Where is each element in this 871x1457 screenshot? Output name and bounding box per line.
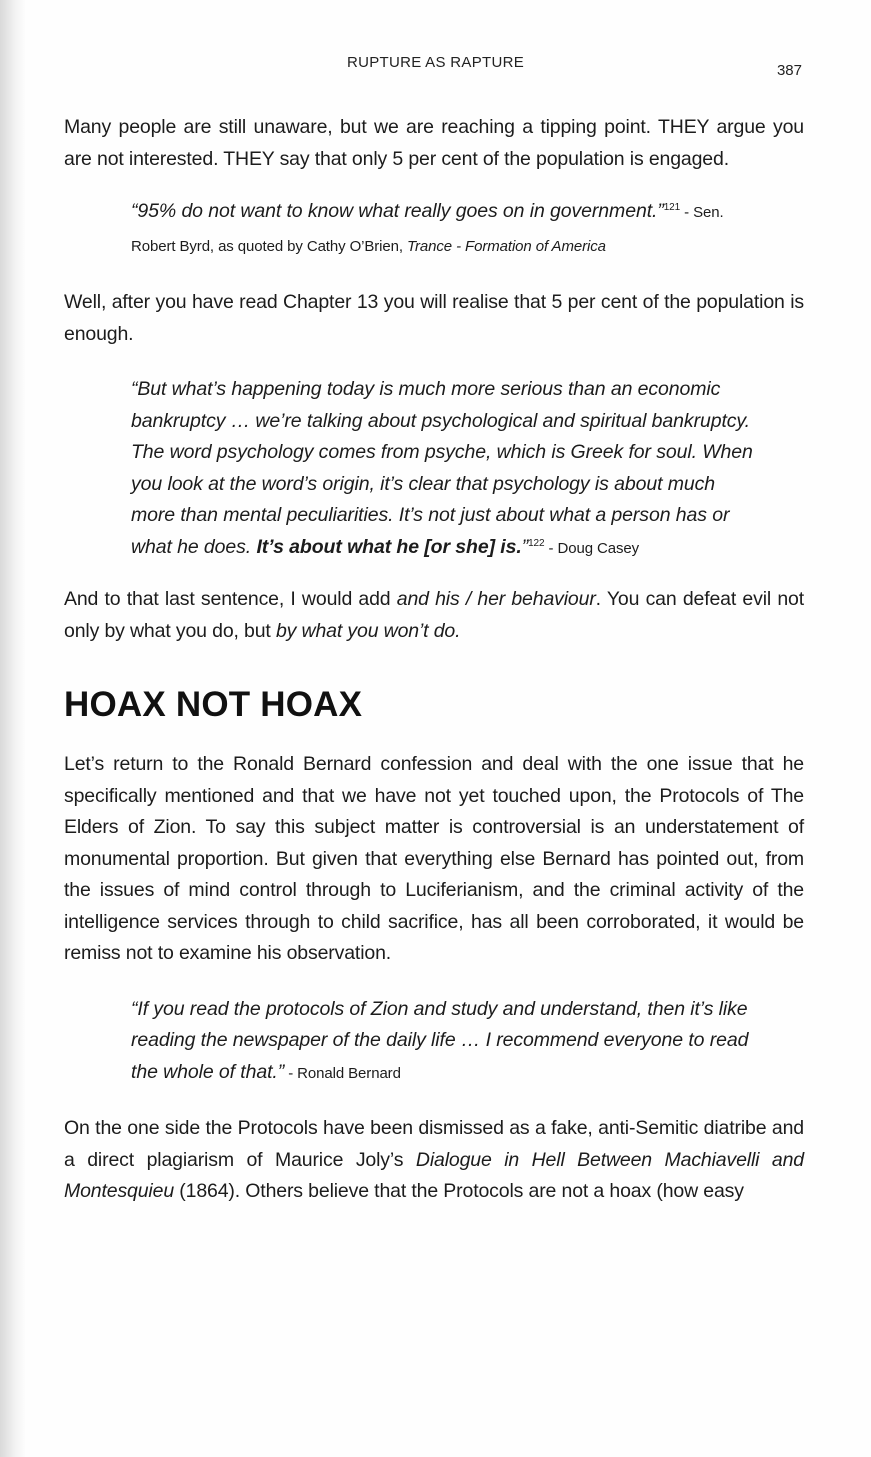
text-run: On the one side the Protocols have been dismissed as a fake, anti-Semitic diatribe and a direct plagiarism of Maurice Joly’s: [64, 1117, 804, 1171]
paragraph-tipping-point: Many people are still unaware, but we are reaching a tipping point. THEY argue you are not interested. THEY say that only 5 per cent of the population is engaged.: [64, 116, 804, 170]
quote-source-title: Trance - Formation of America: [407, 238, 606, 255]
running-head: RUPTURE AS RAPTURE: [346, 54, 525, 71]
paragraph-chapter-13: Well, after you have read Chapter 13 you will realise that 5 per cent of the population is enough.: [64, 291, 804, 345]
quote-text: “If you read the protocols of Zion and study and understand, then it’s like reading the newspaper of the daily life … I recommend everyone to read the whole of that.”: [131, 997, 749, 1083]
quote-text: “But what’s happening today is much more serious than an economic bankruptcy … we’re talking about psychological and spiritual bankruptcy. The word psychology comes from psyche, which is Greek for soul. When you look at the word’s origin, it’s clear that psychology is about much more than mental peculiarities. It’s not just about what a person has or what he does.: [131, 378, 753, 558]
footnote-ref: 121: [663, 202, 681, 213]
paragraph-defeat-evil: [64, 584, 804, 647]
paragraph-ronald-bernard: Let’s return to the Ronald Bernard confession and deal with the one issue that he specifically mentioned and that we have not yet touched upon, the Protocols of The Elders of Zion. To say this subject matter is controversial is an understatement of monumental proportion. But given that everything else Bernard has pointed out, from the issues of mind control through to Luciferianism, and the criminal activity of the intelligence services through to child sacrifice, has all been corroborated, it would be remiss not to examine his observation.: [64, 753, 804, 964]
quote-robert-byrd: [131, 195, 761, 263]
text-run: . You can defeat evil not only by what you do, but: [64, 588, 804, 642]
quote-doug-casey: [131, 374, 761, 564]
text-run-italic: and his / her behaviour: [396, 588, 596, 610]
quote-attribution: - Doug Casey: [544, 539, 640, 557]
section-heading: HOAX NOT HOAX: [64, 685, 363, 724]
footnote-ref: 122: [528, 537, 545, 549]
quote-ronald-bernard: [131, 994, 761, 1090]
text-run-italic: by what you won’t do.: [275, 619, 461, 642]
quote-attribution: - Sen. Robert Byrd, as quoted by Cathy O’Brien,: [131, 204, 724, 255]
text-run: And to that last sentence, I would add: [64, 588, 397, 610]
text-run-italic: Dialogue in Hell Between Machiavelli and Montesquieu: [64, 1148, 804, 1202]
quote-text: “95% do not want to know what really goes on in government.”: [131, 200, 664, 222]
quote-attribution: - Ronald Bernard: [284, 1064, 401, 1082]
page-binding-shadow: [0, 0, 26, 1457]
text-run: (1864). Others believe that the Protocols are not a hoax (how easy: [174, 1180, 744, 1202]
quote-bold-text: It’s about what he [or she] is.: [256, 535, 522, 558]
paragraph-protocols: [64, 1113, 804, 1208]
page-number: 387: [776, 62, 802, 79]
page-body: [64, 112, 804, 1208]
quote-closing-mark: ”: [521, 535, 529, 558]
